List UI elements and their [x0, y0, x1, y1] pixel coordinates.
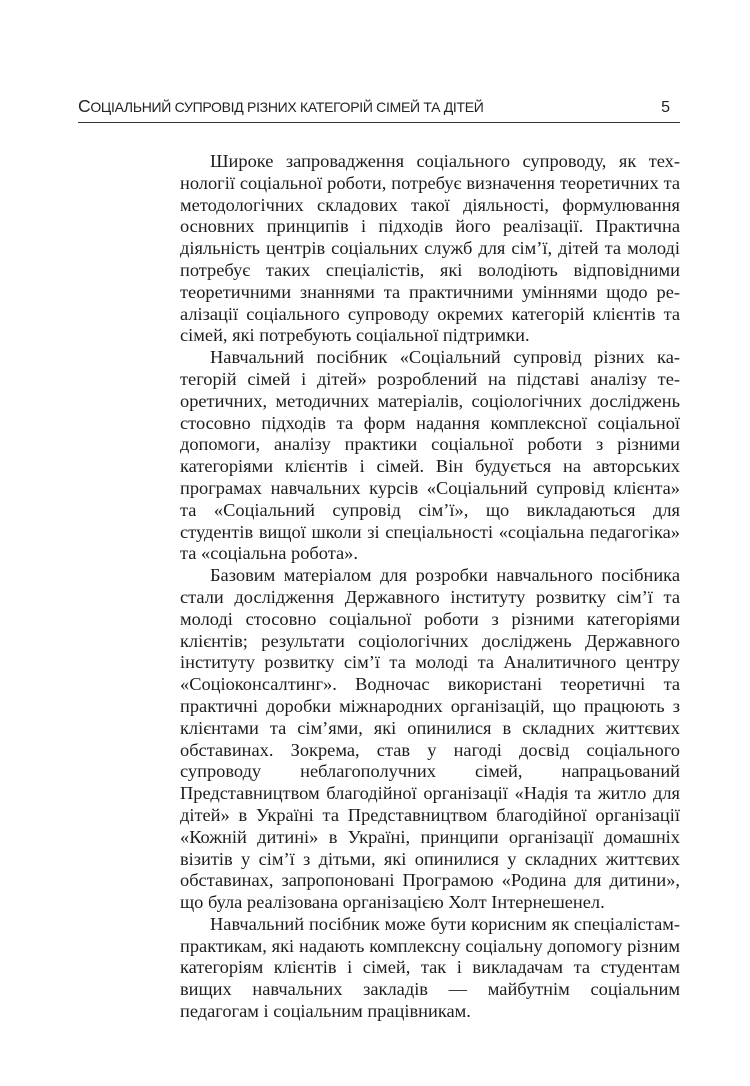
paragraph: Навчальний посібник «Соціальний супровід різних категорій сімей і дітей» розроблений на підставі аналізу теоретичних, методичних матеріалів, соціологічних досліджень стосовно підходів та форм надання комплексної соціальної допомоги, аналізу практики соціальної роботи з різними категоріями клієнтів і сімей. Він будується на авторських програмах навчальних курсів «Соціальний супровід клієнта» та «Соціальний супровід сім’ї», що викладаються для студентів вищої школи зі спеціальності «соціальна педагогіка» та «соціальна робота».	[180, 347, 680, 564]
running-title	[78, 96, 484, 117]
running-header	[78, 92, 680, 123]
body-text	[180, 151, 680, 1023]
paragraph: Базовим матеріалом для розробки навчального посібника стали дослідження Державного інституту розвитку сім’ї та молоді стосовно соціальної роботи з різними категоріями клієнтів; результати соціологічних досліджень Державного інституту розвитку сім’ї та молоді та Аналитичного центру «Соціоконсалтинг». Водночас використані теоретичні та практичні доробки міжнародних організацій, що працюють з клієнтами та сім’ями, які опинилися в складних життєвих обставинах. Зокрема, став у нагоді досвід соціального супроводу неблагополучних сімей, напрацьований Представництвом благодійної організації «Надія та житло для дітей» в Україні та Представництвом благодійної організації «Кожній дитині» в Україні, принципи організації домашніх візитів у сім’ї з дітьми, які опинилися у складних життєвих обставинах, запропоновані Програмою «Родина для дитини», що була реалізована організацією Холт Інтернешенел.	[180, 565, 680, 913]
page-number: 5	[661, 99, 670, 116]
running-title-initial: С	[78, 96, 91, 116]
paragraph: Широке запровадження соціального супроводу, як технології соціальної роботи, потребує визначення теоретичних та методологічних складових такої діяльності, формулювання основних принципів і підходів його реалізації. Практична діяльність центрів соціальних служб для сім’ї, дітей та молоді потребує таких спеціалістів, які володіють відповідними теоретичними знаннями та практичними уміннями щодо реалізації соціального супроводу окремих категорій клієнтів та сімей, які потребують соціальної підтримки.	[180, 151, 680, 346]
paragraph: Навчальний посібник може бути корисним як спеціалістам-практикам, які надають комплексну соціальну допомогу різним категоріям клієнтів і сімей, так і викладачам та студентам вищих навчальних закладів — майбутнім соціальним педагогам і соціальним працівникам.	[180, 913, 680, 1022]
running-title-rest: ОЦІАЛЬНИЙ СУПРОВІД РІЗНИХ КАТЕГОРІЙ СІМЕЙ ТА ДІТЕЙ	[90, 99, 484, 115]
